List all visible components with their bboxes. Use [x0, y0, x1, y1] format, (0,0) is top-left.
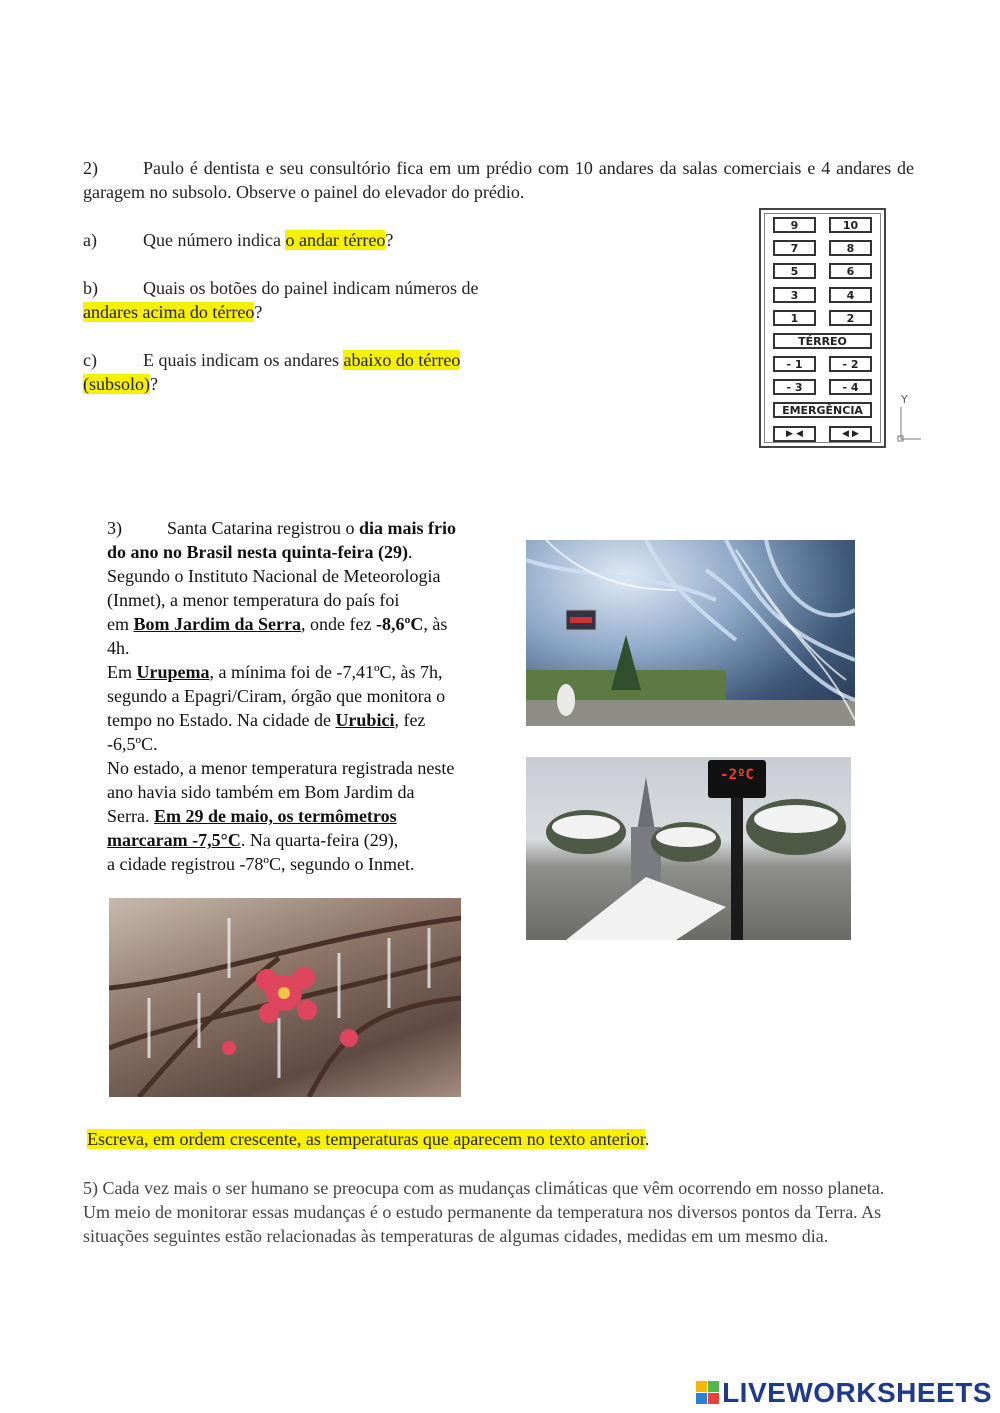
q2-a-text: Que número indica [143, 230, 286, 250]
floor-button-9: 9 [773, 217, 816, 233]
q3-line6: 4h. [107, 638, 130, 658]
floor-button-4: 4 [829, 287, 872, 303]
q3-line11: No estado, a menor temperatura registrada neste [107, 758, 455, 778]
q3-text [107, 516, 507, 876]
q3-line5-b: , onde fez [300, 614, 376, 634]
instruction-highlight: Escreva, em ordem crescente, as temperaturas que aparecem no texto anterior [87, 1129, 645, 1149]
instruction-line [87, 1127, 887, 1151]
floor-button-2: 2 [829, 310, 872, 326]
q3-line2-b: do ano no Brasil nesta quinta-feira (29) [107, 542, 409, 562]
q5-paragraph: 5) Cada vez mais o ser humano se preocupa com as mudanças climáticas que vêm ocorrendo em nosso planeta. Um meio de monitorar essas mudanças é o estudo permanente da temperatura nos diversos pontos da Terra. As situações seguintes estão relacionadas às temperaturas de algumas cidades, medidas em um mesmo dia. [83, 1178, 885, 1246]
q3-line14-b: marcaram -7,5°C [107, 830, 241, 850]
q3-temp-bom-jardim: -8,6ºC [375, 614, 424, 634]
floor-button-1: 1 [773, 310, 816, 326]
q2-b-text: Quais os botões do painel indicam números de [143, 278, 479, 298]
frozen-branches-illustration [526, 540, 855, 726]
q2-b-label: b) [83, 278, 98, 298]
axis-lines-icon [895, 393, 925, 445]
axis-label-y: Y [901, 393, 908, 406]
street-scene-illustration [526, 757, 851, 940]
q2-a-highlight: o andar térreo [285, 230, 386, 250]
q2-a-label: a) [83, 230, 97, 250]
elevator-panel [759, 208, 886, 448]
floor-button-minus-4: - 4 [829, 379, 872, 395]
floor-button-3: 3 [773, 287, 816, 303]
instruction-end: . [644, 1129, 650, 1149]
q2-a-end: ? [385, 230, 394, 250]
q3-city-urubici: Urubici [335, 710, 395, 730]
q3-line5-a: em [107, 614, 134, 634]
floor-button-6: 6 [829, 263, 872, 279]
q3-line14-c: . Na quarta-feira (29), [240, 830, 399, 850]
floor-button-10: 10 [829, 217, 872, 233]
liveworksheets-icon [696, 1381, 720, 1405]
q2-c-highlight-2: (subsolo) [83, 374, 150, 394]
q3-line8: segundo a Epagri/Ciram, órgão que monitora o [107, 686, 446, 706]
q2-b-end: ? [254, 302, 263, 322]
q2-c-label: c) [83, 350, 97, 370]
q3-line1-a: Santa Catarina registrou o [167, 518, 359, 538]
q2-intro [83, 156, 914, 204]
q2-a [83, 228, 533, 252]
q3-line9-a: tempo no Estado. Na cidade de [107, 710, 336, 730]
door-close-button: ◀ ▶ [829, 426, 872, 442]
q3-city-bom-jardim: Bom Jardim da Serra [133, 614, 301, 634]
terreo-button: TÉRREO [773, 333, 872, 349]
q3-line12: ano havia sido também em Bom Jardim da [107, 782, 415, 802]
q3-line13-a: Serra. [107, 806, 154, 826]
q3-number: 3) [107, 518, 122, 538]
q5-text [83, 1176, 915, 1248]
q3-line7-a: Em [107, 662, 137, 682]
q2-c-end: ? [150, 374, 158, 394]
q2-b-highlight: andares acima do térreo [83, 302, 255, 322]
street-thermometer-photo [526, 757, 851, 940]
axis-marker [895, 393, 925, 445]
emergency-button: EMERGÊNCIA [773, 402, 872, 418]
q2-c-highlight-1: abaixo do térreo [343, 350, 461, 370]
floor-button-5: 5 [773, 263, 816, 279]
floor-button-minus-1: - 1 [773, 356, 816, 372]
q3-line4: (Inmet), a menor temperatura do país foi [107, 590, 400, 610]
q3-line2-end: . [408, 542, 413, 562]
q2-intro-text: Paulo é dentista e seu consultório fica em um prédio com 10 andares da salas comerciais e 4 andares de garagem no subsolo. Observe o painel do elevador do prédio. [83, 158, 914, 202]
floor-button-7: 7 [773, 240, 816, 256]
q3-line13-b: Em 29 de maio, os termômetros [153, 806, 397, 826]
q2-c [83, 348, 533, 396]
q3-line7-b: , a mínima foi de -7,41ºC, às 7h, [209, 662, 443, 682]
liveworksheets-brand: LIVEWORKSHEETS [722, 1377, 992, 1408]
door-open-button: ▶ ◀ [773, 426, 816, 442]
q3-line1-b: dia mais frio [358, 518, 456, 538]
floor-button-8: 8 [829, 240, 872, 256]
floor-button-minus-3: - 3 [773, 379, 816, 395]
q3-line10: -6,5ºC. [107, 734, 158, 754]
q3-line5-c: , às [423, 614, 448, 634]
q3-city-urupema: Urupema [136, 662, 210, 682]
icy-flower-photo [109, 898, 461, 1097]
q2-number: 2) [83, 158, 98, 178]
floor-button-minus-2: - 2 [829, 356, 872, 372]
q3-line3: Segundo o Instituto Nacional de Meteorologia [107, 566, 441, 586]
q2-c-text: E quais indicam os andares [143, 350, 344, 370]
liveworksheets-logo [696, 1379, 992, 1407]
q3-line15: a cidade registrou -78ºC, segundo o Inmet. [107, 854, 415, 874]
frozen-branches-photo [526, 540, 855, 726]
thermometer-display: -2ºC [720, 767, 754, 783]
q3-line9-b: , fez [394, 710, 426, 730]
icy-flower-illustration [109, 898, 461, 1097]
q2-b [83, 276, 533, 324]
